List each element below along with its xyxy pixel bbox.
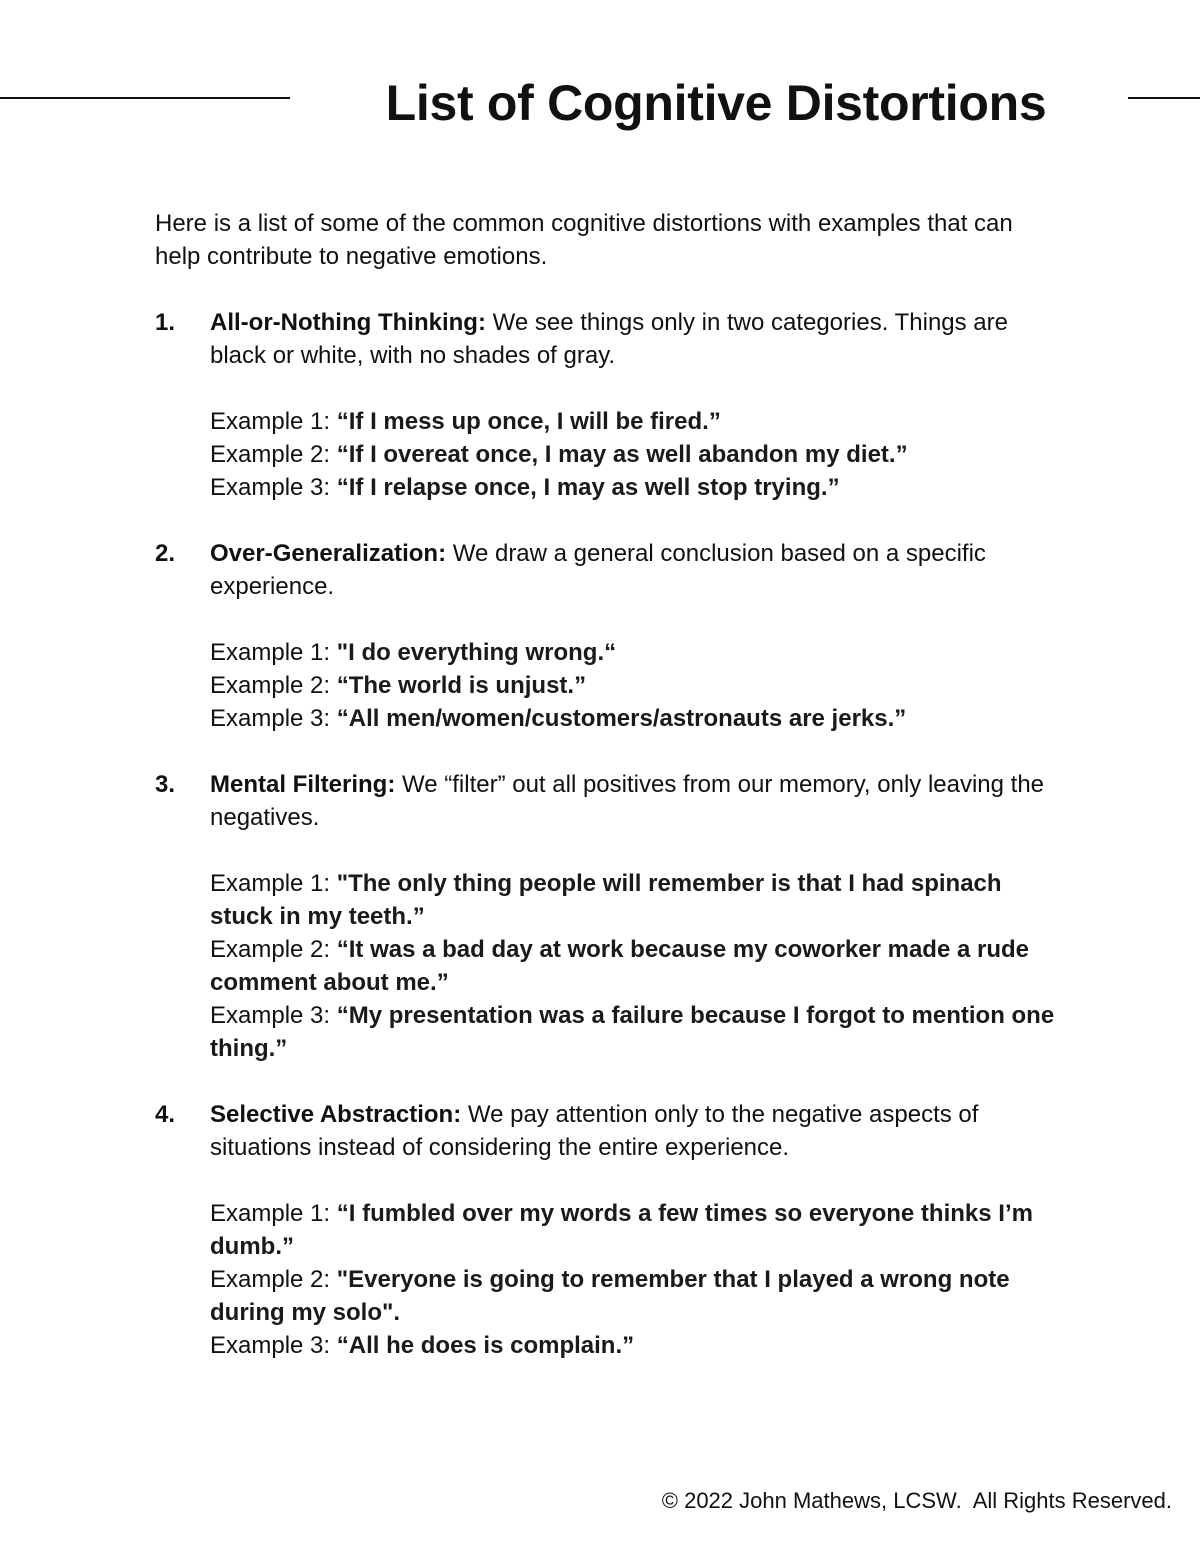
distortion-definition: [210, 768, 1065, 834]
distortion-item: [155, 768, 1065, 1065]
example-line: [210, 1263, 1065, 1329]
distortion-description: We draw a general conclusion based on a specific experience.: [210, 540, 986, 600]
example-quote: “My presentation was a failure because I forgot to mention one thing.”: [210, 1002, 1055, 1062]
example-label: Example 3:: [210, 705, 337, 732]
example-list: [210, 405, 1065, 504]
example-list: [210, 1197, 1065, 1362]
distortion-description: We pay attention only to the negative aspects of situations instead of considering the entire experience.: [210, 1101, 979, 1161]
example-list: [210, 867, 1065, 1065]
example-label: Example 1:: [210, 408, 337, 435]
distortion-term: Selective Abstraction:: [210, 1101, 462, 1128]
example-label: Example 1:: [210, 639, 337, 666]
distortion-definition: [210, 306, 1065, 372]
example-line: [210, 999, 1065, 1065]
example-label: Example 2:: [210, 672, 337, 699]
example-label: Example 1:: [210, 1200, 337, 1227]
example-label: Example 2:: [210, 1266, 337, 1293]
distortion-definition: [210, 537, 1065, 603]
title-rule-right: [1128, 97, 1200, 99]
distortion-term: Mental Filtering:: [210, 771, 396, 798]
item-number: 1.: [155, 309, 176, 336]
example-quote: "I do everything wrong.“: [336, 639, 617, 666]
item-number: 2.: [155, 540, 176, 567]
item-number: 4.: [155, 1101, 176, 1128]
example-quote: "The only thing people will remember is that I had spinach stuck in my teeth.”: [210, 870, 1002, 930]
example-label: Example 2:: [210, 441, 337, 468]
distortion-term: Over-Generalization:: [210, 540, 447, 567]
distortion-list: [155, 306, 1065, 1395]
example-quote: “If I relapse once, I may as well stop trying.”: [336, 474, 840, 501]
intro-paragraph: Here is a list of some of the common cognitive distortions with examples that can help contribute to negative emotions.: [155, 210, 1013, 270]
example-quote: “The world is unjust.”: [336, 672, 587, 699]
example-label: Example 3:: [210, 1332, 337, 1359]
distortion-term: All-or-Nothing Thinking:: [210, 309, 486, 336]
example-line: [210, 471, 1065, 504]
example-quote: “I fumbled over my words a few times so everyone thinks I’m dumb.”: [210, 1200, 1033, 1260]
distortion-description: We see things only in two categories. Things are black or white, with no shades of gray.: [210, 309, 1008, 369]
copyright-footer: © 2022 John Mathews, LCSW. All Rights Reserved.: [661, 1488, 1172, 1513]
example-line: [210, 669, 1065, 702]
distortion-description: We “filter” out all positives from our memory, only leaving the negatives.: [210, 771, 1045, 831]
example-quote: “If I mess up once, I will be fired.”: [336, 408, 721, 435]
distortion-item: [155, 537, 1065, 735]
example-label: Example 1:: [210, 870, 337, 897]
example-label: Example 3:: [210, 1002, 337, 1029]
example-line: [210, 405, 1065, 438]
page-title: List of Cognitive Distortions: [385, 75, 1047, 131]
distortion-definition: [210, 1098, 1065, 1164]
example-line: [210, 933, 1065, 999]
item-number: 3.: [155, 771, 176, 798]
example-quote: “All men/women/customers/astronauts are jerks.”: [336, 705, 907, 732]
title-rule-left: [0, 97, 290, 99]
example-line: [210, 636, 1065, 669]
example-quote: "Everyone is going to remember that I played a wrong note during my solo".: [210, 1266, 1010, 1326]
example-label: Example 3:: [210, 474, 337, 501]
example-quote: “It was a bad day at work because my coworker made a rude comment about me.”: [210, 936, 1030, 996]
example-line: [210, 438, 1065, 471]
example-line: [210, 702, 1065, 735]
example-quote: “If I overeat once, I may as well abandon my diet.”: [336, 441, 908, 468]
example-line: [210, 1197, 1065, 1263]
example-line: [210, 867, 1065, 933]
distortion-item: [155, 1098, 1065, 1362]
example-label: Example 2:: [210, 936, 337, 963]
example-quote: “All he does is complain.”: [336, 1332, 635, 1359]
example-list: [210, 636, 1065, 735]
distortion-item: [155, 306, 1065, 504]
example-line: [210, 1329, 1065, 1362]
